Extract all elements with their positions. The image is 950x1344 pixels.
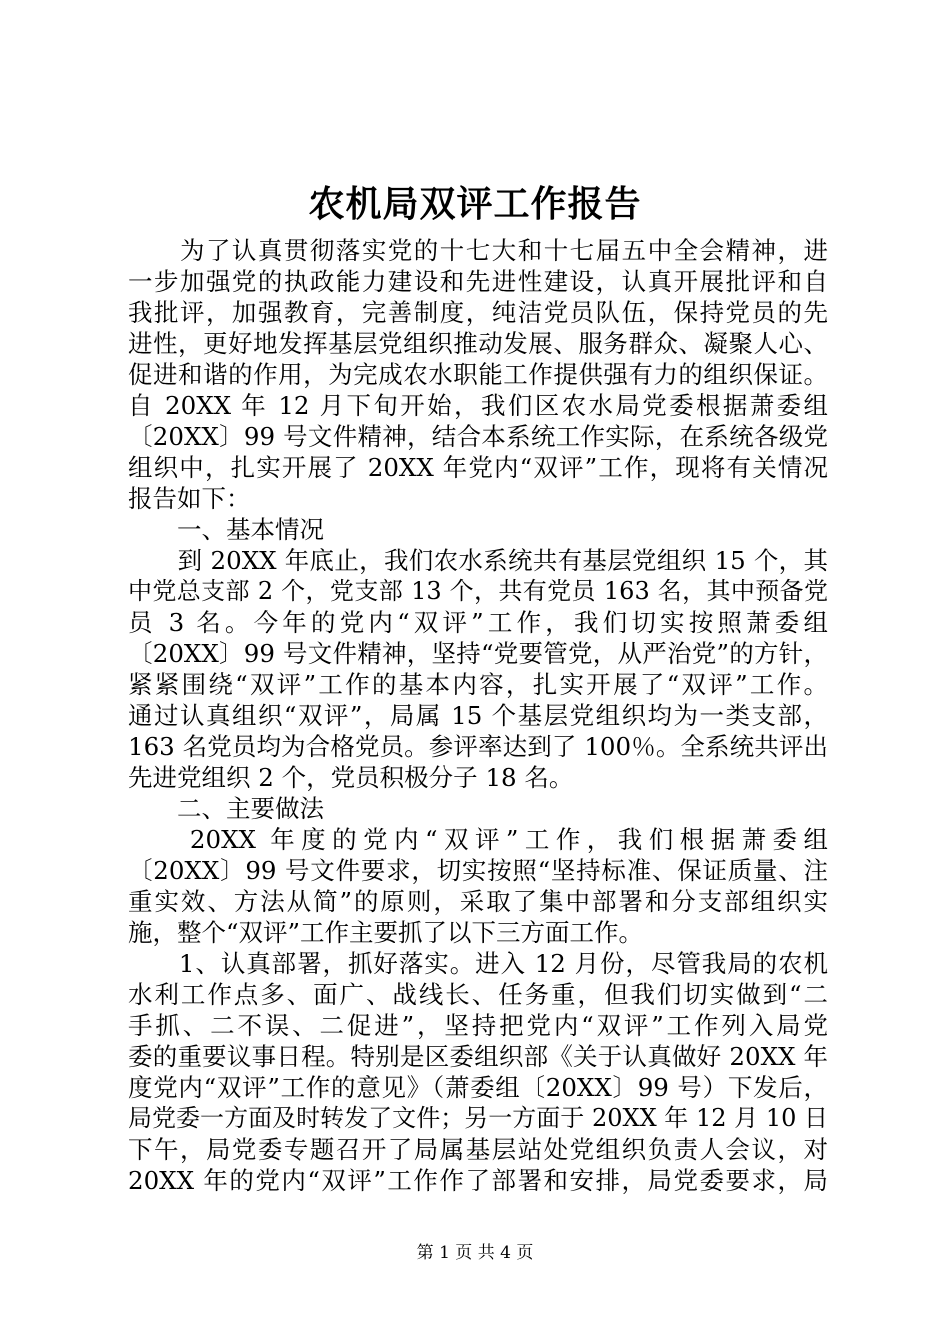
body-line: 委的重要议事日程。特别是区委组织部《关于认真做好 20XX 年 (128, 1042, 828, 1071)
body-line: 到 20XX 年底止，我们农水系统共有基层党组织 15 个，其 (128, 546, 828, 575)
body-line: 报告如下： (128, 484, 251, 513)
body-line: 通过认真组织“双评”，局属 15 个基层党组织均为一类支部， (128, 701, 828, 730)
body-line: 自 20XX 年 12 月下旬开始，我们区农水局党委根据萧委组 (128, 391, 828, 420)
body-line: 中党总支部 2 个，党支部 13 个，共有党员 163 名，其中预备党 (128, 577, 828, 605)
body-line: 我批评，加强教育，完善制度，纯洁党员队伍，保持党员的先 (128, 298, 828, 327)
section-heading-methods: 二、主要做法 (128, 794, 324, 823)
body-line: 为了认真贯彻落实党的十七大和十七届五中全会精神，进 (128, 236, 828, 265)
body-line: 20XX 年度的党内“双评”工作，我们根据萧委组 (128, 825, 828, 854)
body-line: 先进党组织 2 个，党员积极分子 18 名。 (128, 763, 574, 792)
body-line: 163 名党员均为合格党员。参评率达到了 100％。全系统共评出 (128, 732, 828, 761)
body-line: 1、认真部署，抓好落实。进入 12 月份，尽管我局的农机 (128, 949, 828, 978)
body-line: 一步加强党的执政能力建设和先进性建设，认真开展批评和自 (128, 267, 828, 296)
body-line: 进性，更好地发挥基层党组织推动发展、服务群众、凝聚人心、 (128, 329, 828, 358)
body-line: 紧紧围绕“双评”工作的基本内容，扎实开展了“双评”工作。 (128, 670, 828, 699)
body-line: 促进和谐的作用，为完成农水职能工作提供强有力的组织保证。 (128, 360, 828, 389)
body-line: 〔20XX〕99 号文件精神，坚持“党要管党，从严治党”的方针， (128, 639, 828, 668)
body-line: 下午，局党委专题召开了局属基层站处党组织负责人会议，对 (128, 1135, 828, 1164)
body-line: 组织中，扎实开展了 20XX 年党内“双评”工作，现将有关情况 (128, 453, 828, 482)
body-line: 重实效、方法从简”的原则，采取了集中部署和分支部组织实 (128, 887, 828, 916)
document-title: 农机局双评工作报告 (308, 183, 642, 225)
body-line: 〔20XX〕99 号文件要求，切实按照“坚持标准、保证质量、注 (128, 856, 828, 885)
body-line: 水利工作点多、面广、战线长、任务重，但我们切实做到“二 (128, 980, 828, 1009)
body-line: 〔20XX〕99 号文件精神，结合本系统工作实际，在系统各级党 (128, 422, 828, 451)
page-footer: 第 1 页 共 4 页 (416, 1243, 534, 1263)
body-line: 20XX 年的党内“双评”工作作了部署和安排，局党委要求，局 (128, 1166, 828, 1195)
body-line: 手抓、二不误、二促进”，坚持把党内“双评”工作列入局党 (128, 1011, 828, 1040)
document-body (128, 235, 828, 1196)
body-line: 度党内“双评”工作的意见》（萧委组〔20XX〕99 号）下发后， (128, 1073, 828, 1102)
section-heading-basic: 一、基本情况 (128, 515, 324, 544)
body-line: 员 3 名。今年的党内“双评”工作，我们切实按照萧委组 (128, 608, 828, 637)
body-line: 局党委一方面及时转发了文件；另一方面于 20XX 年 12 月 10 日 (128, 1104, 828, 1132)
body-line: 施，整个“双评”工作主要抓了以下三方面工作。 (128, 918, 644, 947)
